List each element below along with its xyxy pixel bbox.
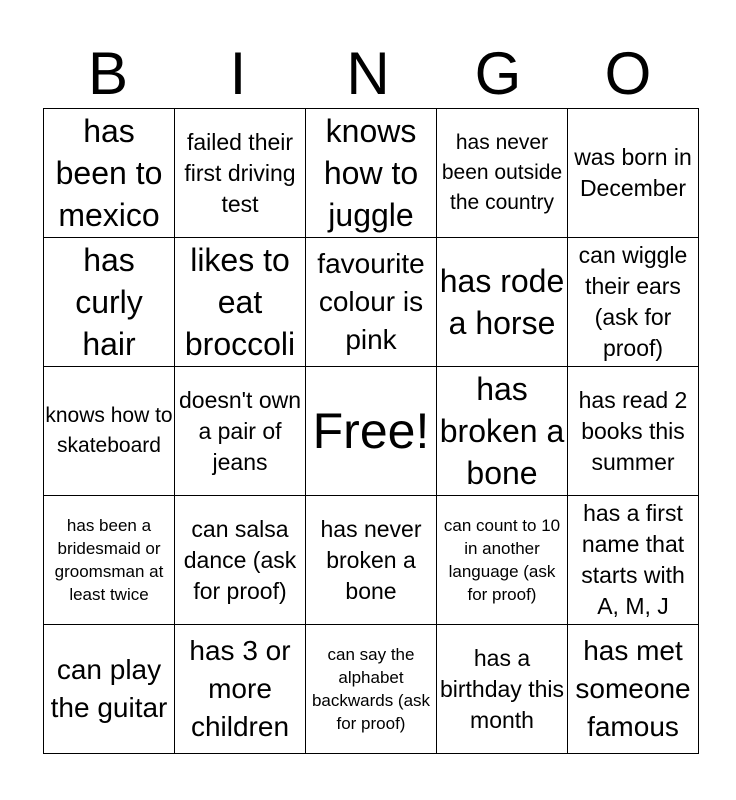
board-row xyxy=(44,496,699,625)
free-space-cell[interactable]: Free! xyxy=(306,367,437,496)
bingo-cell[interactable]: has broken a bone xyxy=(437,367,568,496)
bingo-cell[interactable]: has curly hair xyxy=(44,238,175,367)
header-letter-o: O xyxy=(604,40,652,107)
bingo-cell[interactable]: can say the alphabet backwards (ask for proof) xyxy=(306,625,437,754)
bingo-cell[interactable]: has read 2 books this summer xyxy=(568,367,699,496)
board-row xyxy=(44,367,699,496)
bingo-cell[interactable]: favourite colour is pink xyxy=(306,238,437,367)
bingo-cell[interactable]: has never broken a bone xyxy=(306,496,437,625)
board-row xyxy=(44,625,699,754)
bingo-cell[interactable]: can salsa dance (ask for proof) xyxy=(175,496,306,625)
bingo-cell[interactable]: knows how to skateboard xyxy=(44,367,175,496)
bingo-cell[interactable]: has met someone famous xyxy=(568,625,699,754)
bingo-cell[interactable]: was born in December xyxy=(568,109,699,238)
bingo-cell[interactable]: has 3 or more children xyxy=(175,625,306,754)
header-letter-g: G xyxy=(474,40,522,107)
bingo-cell[interactable]: has a first name that starts with A, M, J xyxy=(568,496,699,625)
bingo-board xyxy=(43,108,699,754)
header-letter-b: B xyxy=(87,40,129,107)
bingo-cell[interactable]: likes to eat broccoli xyxy=(175,238,306,367)
bingo-cell[interactable]: has rode a horse xyxy=(437,238,568,367)
header-letter-i: I xyxy=(229,40,247,107)
bingo-cell[interactable]: doesn't own a pair of jeans xyxy=(175,367,306,496)
bingo-cell[interactable]: has been to mexico xyxy=(44,109,175,238)
bingo-cell[interactable]: has a birthday this month xyxy=(437,625,568,754)
header-letter-n: N xyxy=(346,40,390,107)
board-row xyxy=(44,238,699,367)
bingo-cell[interactable]: can wiggle their ears (ask for proof) xyxy=(568,238,699,367)
bingo-header xyxy=(43,40,693,108)
bingo-cell[interactable]: has never been outside the country xyxy=(437,109,568,238)
bingo-cell[interactable]: has been a bridesmaid or groomsman at least twice xyxy=(44,496,175,625)
bingo-cell[interactable]: can count to 10 in another language (ask for proof) xyxy=(437,496,568,625)
bingo-cell[interactable]: failed their first driving test xyxy=(175,109,306,238)
board-row xyxy=(44,109,699,238)
bingo-cell[interactable]: can play the guitar xyxy=(44,625,175,754)
bingo-cell[interactable]: knows how to juggle xyxy=(306,109,437,238)
